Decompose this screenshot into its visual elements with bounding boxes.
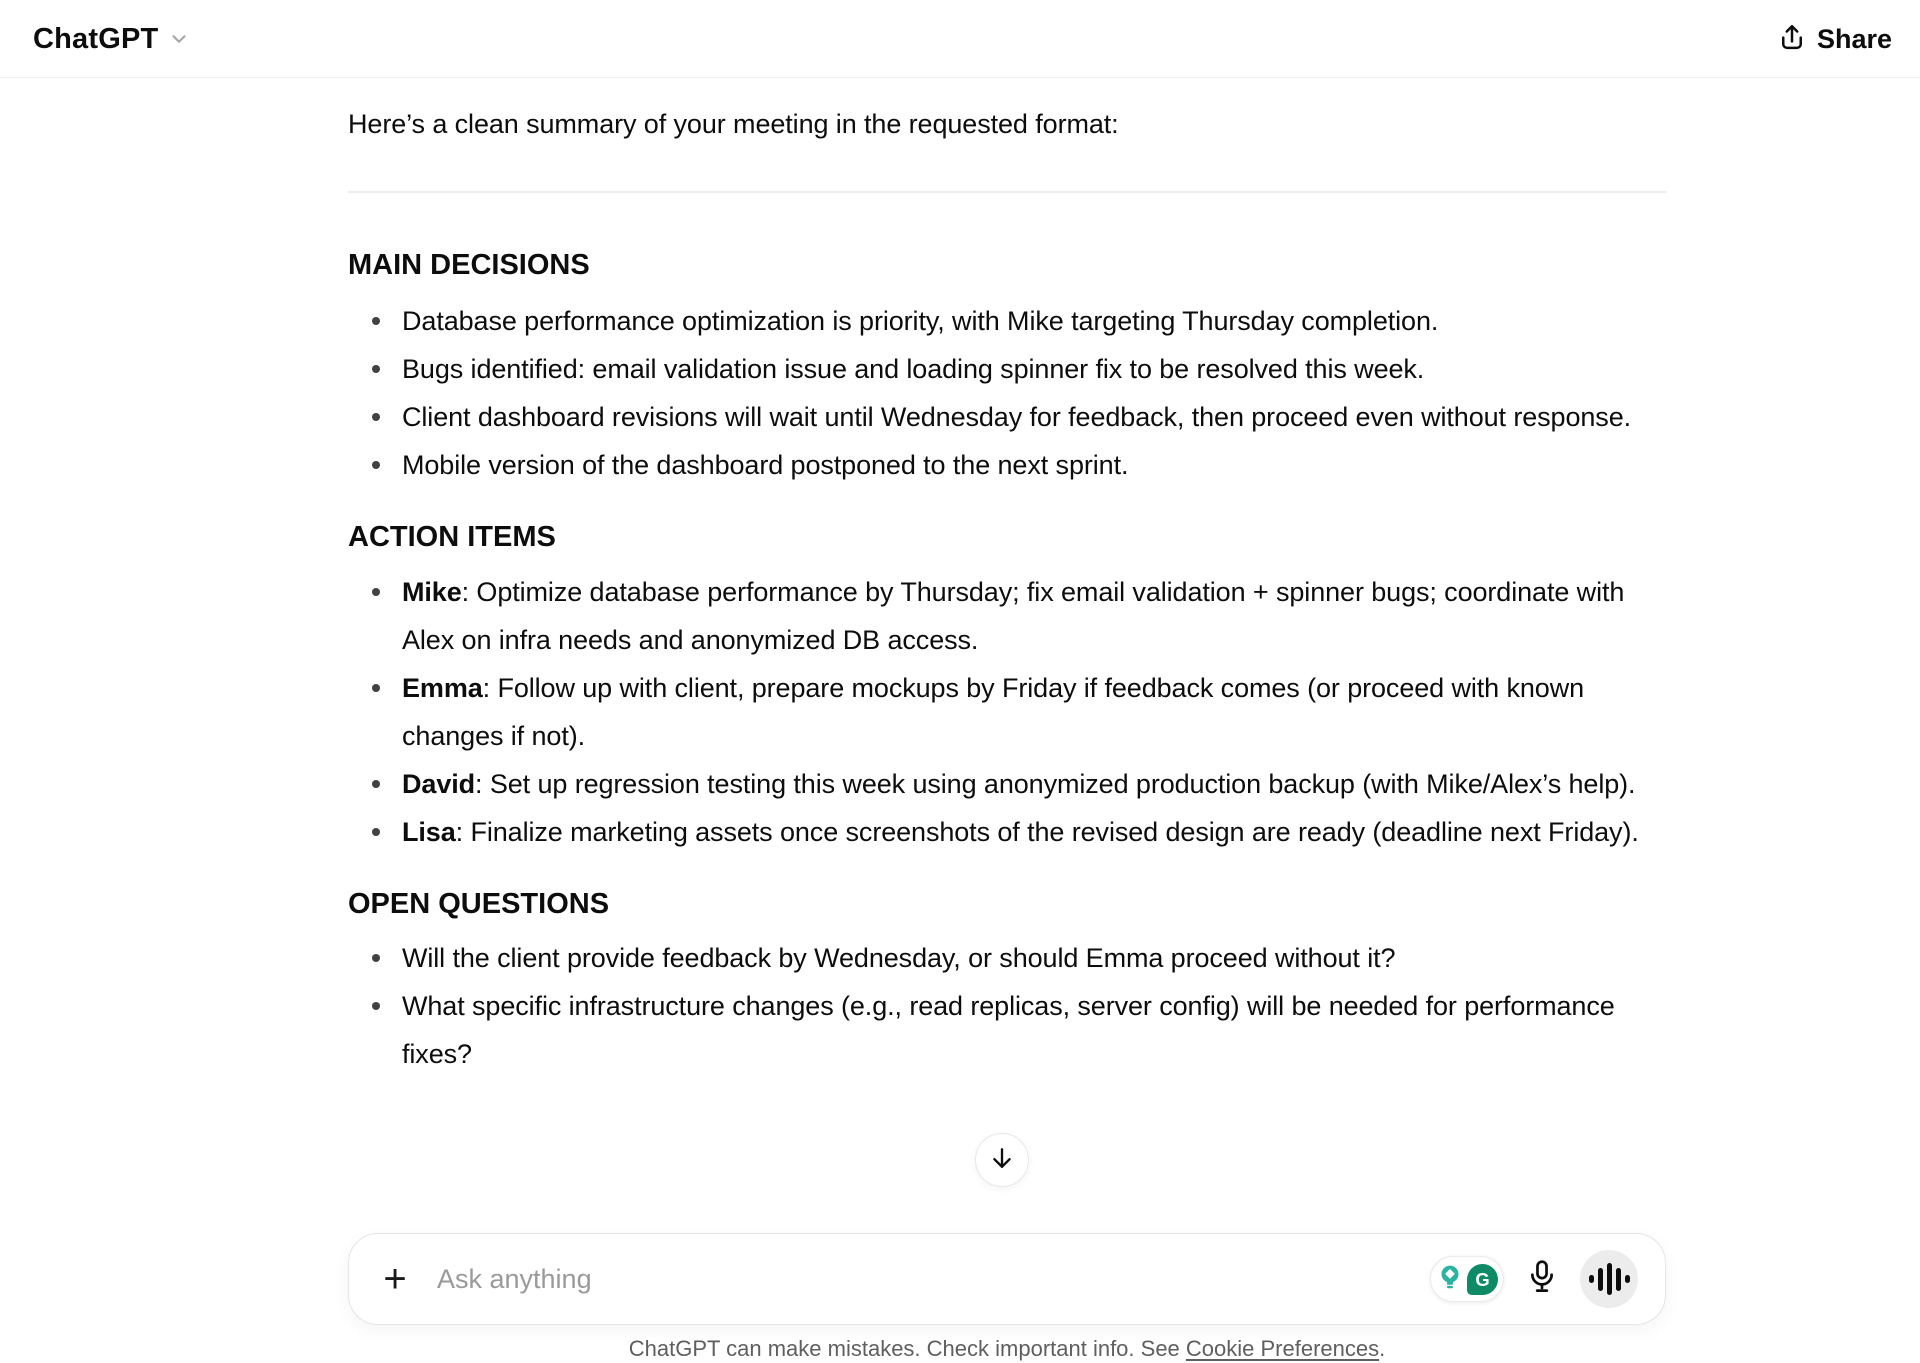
dictate-button[interactable] [1524,1259,1560,1299]
action-text: : Finalize marketing assets once screenshots of the revised design are ready (deadline next Friday). [455,817,1639,847]
action-text: : Follow up with client, prepare mockups by Friday if feedback comes (or proceed with known changes if not). [402,673,1585,751]
attach-plus-button[interactable] [375,1259,415,1299]
model-switcher-button[interactable] [33,0,190,78]
chat-input[interactable] [437,1264,1430,1295]
list-item [348,760,1666,808]
list-item: Will the client provide feedback by Wednesday, or should Emma proceed without it? [348,934,1666,982]
section-title-action-items: ACTION ITEMS [348,521,556,553]
list-item: Database performance optimization is priority, with Mike targeting Thursday completion. [348,297,1666,345]
disclaimer-text: ChatGPT can make mistakes. Check important info. See [628,1336,1186,1361]
scroll-to-bottom-button[interactable] [975,1133,1029,1187]
disclaimer-bar [348,1336,1666,1362]
grammarly-extension-badge[interactable] [1430,1256,1504,1302]
message-intro: Here’s a clean summary of your meeting in the requested format: [348,109,1119,139]
voice-mode-button[interactable] [1580,1250,1638,1308]
assignee-name: Lisa [402,817,456,847]
section-title-main-decisions: MAIN DECISIONS [348,249,590,281]
disclaimer-period: . [1379,1336,1386,1361]
assignee-name: Mike [402,577,462,607]
svg-text:G: G [1475,1268,1490,1290]
list-item [348,568,1666,664]
section-title-open-questions: OPEN QUESTIONS [348,888,610,920]
microphone-icon [1525,1258,1559,1301]
share-button-label: Share [1816,23,1892,54]
cookie-preferences-link[interactable]: Cookie Preferences [1185,1336,1380,1361]
list-item: Mobile version of the dashboard postponed to the next sprint. [348,441,1666,489]
arrow-down-icon [988,1144,1016,1177]
assistant-message [348,79,1666,1078]
list-item: What specific infrastructure changes (e.g., read replicas, server config) will be needed for performance fixes? [348,982,1666,1078]
plus-icon: + [383,1257,407,1301]
list-item: Client dashboard revisions will wait until Wednesday for feedback, then proceed even without response. [348,393,1666,441]
open-questions-list [348,934,1666,1078]
composer-right-tools [1430,1250,1638,1308]
list-item [348,808,1666,856]
message-composer[interactable] [348,1233,1666,1325]
top-bar [0,0,1920,78]
list-item: Bugs identified: email validation issue and loading spinner fix to be resolved this week. [348,345,1666,393]
assignee-name: Emma [402,673,483,703]
action-text: : Optimize database performance by Thursday; fix email validation + spinner bugs; coordinate with Alex on infra needs and anonymized DB access. [402,577,1625,655]
app-title: ChatGPT [33,22,159,55]
share-button[interactable] [1777,0,1892,78]
voice-waveform-icon [1589,1263,1630,1295]
list-item [348,664,1666,760]
section-divider [348,191,1666,193]
grammarly-g-icon [1467,1264,1498,1295]
chevron-down-icon [168,24,190,55]
share-icon [1777,22,1807,57]
main-decisions-list [348,297,1666,489]
grammarly-bulb-icon [1436,1263,1464,1296]
action-text: : Set up regression testing this week using anonymized production backup (with Mike/Alex’s help). [475,769,1636,799]
action-items-list [348,568,1666,856]
assignee-name: David [402,769,476,799]
